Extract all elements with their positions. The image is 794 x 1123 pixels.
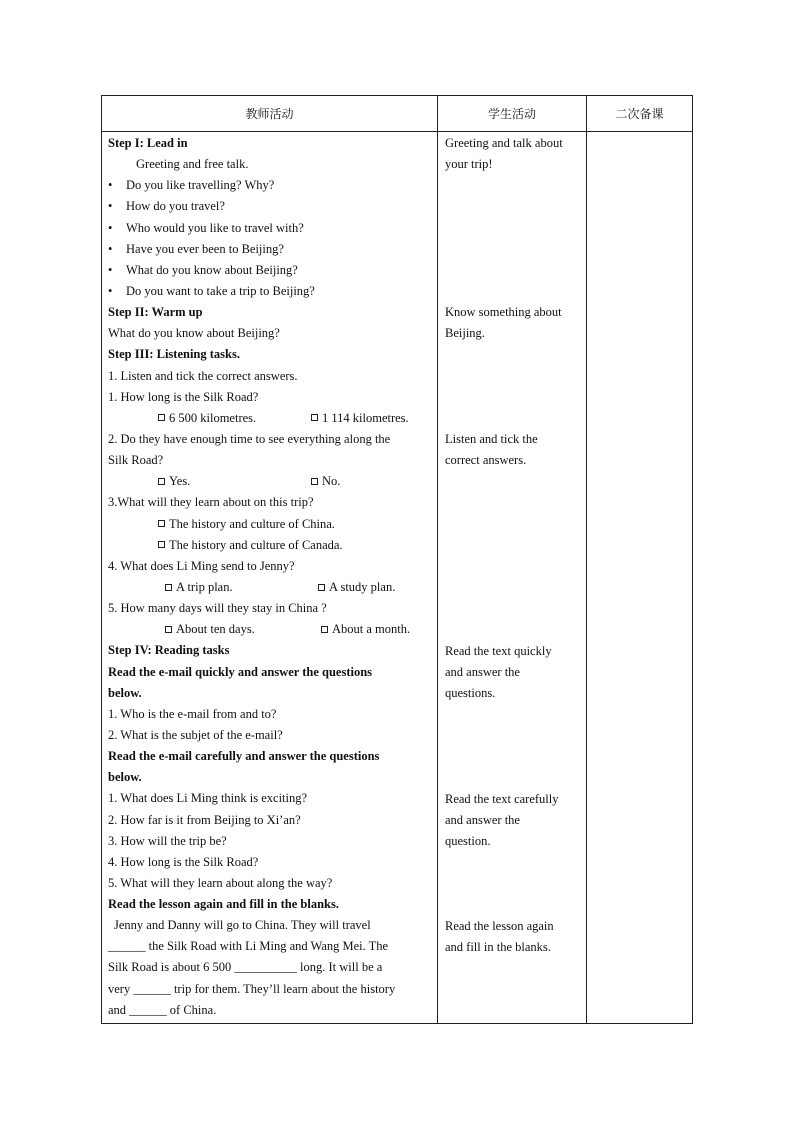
column-divider [437,96,438,1023]
fill-blank-line: ______ the Silk Road with Li Ming and Wang Mei. The [108,939,389,954]
list-item: • Do you like travelling? Why? [108,178,275,193]
listening-options-5: About ten days. About a month. [108,619,432,640]
listening-question-4: 4. What does Li Ming send to Jenny? [108,558,295,573]
student-activity-step1: Greeting and talk about your trip! [445,136,563,172]
reading2-question: 2. How far is it from Beijing to Xi’an? [108,812,301,827]
checkbox-icon [165,584,172,591]
column-divider [586,96,587,1023]
listening-question-2-cont: Silk Road? [108,453,164,468]
checkbox-icon [311,414,318,421]
reading1-question-2: 2. What is the subjet of the e-mail? [108,727,283,742]
checkbox-icon [165,626,172,633]
reading2-question: 3. How will the trip be? [108,833,227,848]
listening-options-4: A trip plan. A study plan. [108,577,432,598]
checkbox-icon [158,414,165,421]
listening-option-3a: The history and culture of China. [108,514,432,535]
listening-options-2: Yes. No. [108,471,432,492]
fill-blank-line: very ______ trip for them. They’ll learn about the history [108,981,396,996]
reading-task-1-cont: below. [108,685,142,700]
step4-title: Step IV: Reading tasks [108,643,230,658]
reading2-question: 1. What does Li Ming think is exciting? [108,791,308,806]
listening-question-2: 2. Do they have enough time to see everything along the [108,431,391,446]
listening-question-5: 5. How many days will they stay in China ? [108,601,327,616]
checkbox-icon [318,584,325,591]
reading-task-2-cont: below. [108,770,142,785]
list-item: • Do you want to take a trip to Beijing? [108,283,315,298]
reading-task-1: Read the e-mail quickly and answer the questions [108,664,373,679]
reading2-question: 5. What will they learn about along the way? [108,875,333,890]
header-teacher-activity: 教师活动 [245,107,294,121]
reading1-question-1: 1. Who is the e-mail from and to? [108,706,277,721]
fill-blank-line: Jenny and Danny will go to China. They will travel [114,918,371,933]
step1-intro: Greeting and free talk. [136,157,249,172]
listening-task: 1. Listen and tick the correct answers. [108,368,298,383]
reading2-question: 4. How long is the Silk Road? [108,854,259,869]
lesson-plan-table [101,95,693,1024]
listening-question-3: 3.What will they learn about on this trip? [108,495,314,510]
student-activity-step5: Read the text carefully and answer the question. [445,792,559,849]
fill-blank-line: and ______ of China. [108,1002,217,1017]
header-student-activity: 学生活动 [487,107,536,121]
student-activity-step3: Listen and tick the correct answers. [445,432,538,468]
header-second-prep: 二次备课 [615,107,664,121]
step3-title: Step III: Listening tasks. [108,347,240,362]
checkbox-icon [311,478,318,485]
listening-options-1: 6 500 kilometres. 1 114 kilometres. [108,408,432,429]
reading-task-3: Read the lesson again and fill in the blanks. [108,897,339,912]
fill-blank-line: Silk Road is about 6 500 __________ long. It will be a [108,960,383,975]
list-item: • What do you know about Beijing? [108,262,298,277]
student-activity-step4: Read the text quickly and answer the questions. [445,644,552,701]
listening-question-1: 1. How long is the Silk Road? [108,389,259,404]
reading-task-2: Read the e-mail carefully and answer the questions [108,749,380,764]
step2-title: Step II: Warm up [108,305,203,320]
checkbox-icon [321,626,328,633]
list-item: • Who would you like to travel with? [108,220,304,235]
list-item: • Have you ever been to Beijing? [108,241,284,256]
list-item: • How do you travel? [108,199,225,214]
checkbox-icon [158,541,165,548]
step1-title: Step I: Lead in [108,136,188,150]
checkbox-icon [158,478,165,485]
checkbox-icon [158,520,165,527]
teacher-activity-column [108,133,432,1021]
student-activity-step6: Read the lesson again and fill in the blanks. [445,919,554,955]
student-activity-step2: Know something about Beijing. [445,305,562,341]
step2-question: What do you know about Beijing? [108,326,280,341]
listening-option-3b: The history and culture of Canada. [108,535,432,556]
